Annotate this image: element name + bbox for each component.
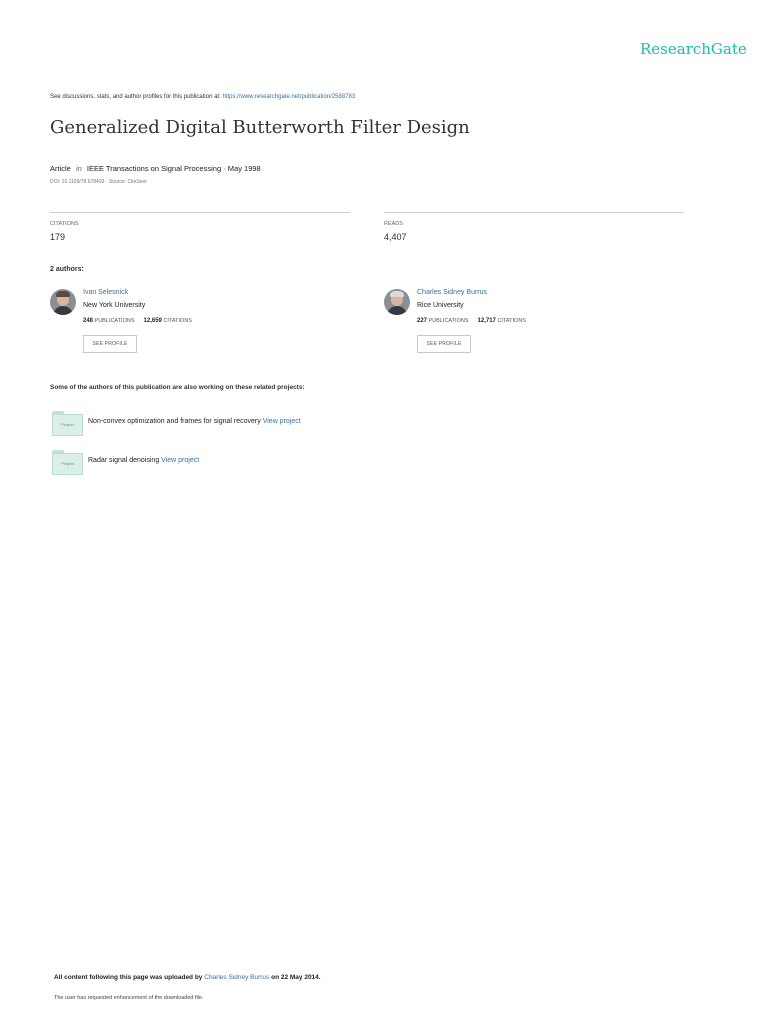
citations-label: CITATIONS bbox=[163, 318, 192, 324]
publications-count: 227 bbox=[417, 318, 428, 324]
author-institution: New York University bbox=[83, 302, 146, 309]
view-project-link[interactable]: View project bbox=[262, 418, 301, 425]
reads-divider bbox=[384, 212, 684, 213]
citations-value: 179 bbox=[50, 232, 66, 242]
citations-label: CITATIONS bbox=[50, 221, 79, 227]
doi-line: DOI: 10.1109/78.678493 · Source: CiteSeer bbox=[50, 179, 147, 185]
project-folder-icon bbox=[52, 450, 82, 474]
see-profile-button[interactable]: SEE PROFILE bbox=[417, 335, 471, 353]
authors-heading: 2 authors: bbox=[50, 266, 84, 273]
publications-label: PUBLICATIONS bbox=[428, 318, 469, 324]
author-stats bbox=[417, 318, 526, 324]
publication-url-link[interactable]: https://www.researchgate.net/publication/2588783 bbox=[222, 94, 356, 100]
upload-notice bbox=[54, 974, 321, 981]
project-title: Non-convex optimization and frames for signal recovery bbox=[88, 418, 261, 425]
uploader-link[interactable]: Charles Sidney Burrus bbox=[204, 974, 270, 981]
project-entry bbox=[88, 418, 301, 425]
uploaded-suffix: on 22 May 2014. bbox=[271, 974, 321, 981]
discussion-prefix: See discussions, stats, and author profiles for this publication at: bbox=[50, 94, 221, 100]
reads-label: READS bbox=[384, 221, 403, 227]
avatar[interactable] bbox=[50, 289, 76, 315]
project-title: Radar signal denoising bbox=[88, 457, 160, 464]
enhancement-note: The user has requested enhancement of the downloaded file. bbox=[54, 995, 204, 1001]
publications-label: PUBLICATIONS bbox=[94, 318, 135, 324]
project-badge: Project bbox=[52, 414, 83, 436]
citations-count: 12,717 bbox=[477, 318, 496, 324]
citations-label: CITATIONS bbox=[497, 318, 526, 324]
project-badge: Project bbox=[52, 453, 83, 475]
view-project-link[interactable]: View project bbox=[161, 457, 200, 464]
in-word: in bbox=[75, 164, 82, 173]
discussion-notice bbox=[50, 94, 355, 100]
project-folder-icon bbox=[52, 411, 82, 435]
uploaded-prefix: All content following this page was uploaded by bbox=[54, 974, 203, 981]
citations-divider bbox=[50, 212, 350, 213]
project-entry bbox=[88, 457, 199, 464]
author-name-link[interactable]: Charles Sidney Burrus bbox=[417, 289, 488, 296]
researchgate-logo[interactable]: ResearchGate bbox=[640, 40, 747, 58]
journal-name: IEEE Transactions on Signal Processing · May 1998 bbox=[86, 164, 261, 173]
reads-value: 4,407 bbox=[384, 232, 407, 242]
article-meta bbox=[50, 164, 261, 173]
page-title: Generalized Digital Butterworth Filter Design bbox=[50, 117, 470, 138]
see-profile-button[interactable]: SEE PROFILE bbox=[83, 335, 137, 353]
related-projects-heading: Some of the authors of this publication are also working on these related projects: bbox=[50, 384, 305, 391]
author-name-link[interactable]: Ivan Selesnick bbox=[83, 289, 129, 296]
author-stats bbox=[83, 318, 192, 324]
article-type: Article bbox=[50, 164, 71, 173]
avatar[interactable] bbox=[384, 289, 410, 315]
author-institution: Rice University bbox=[417, 302, 464, 309]
publications-count: 248 bbox=[83, 318, 94, 324]
citations-count: 12,659 bbox=[143, 318, 162, 324]
